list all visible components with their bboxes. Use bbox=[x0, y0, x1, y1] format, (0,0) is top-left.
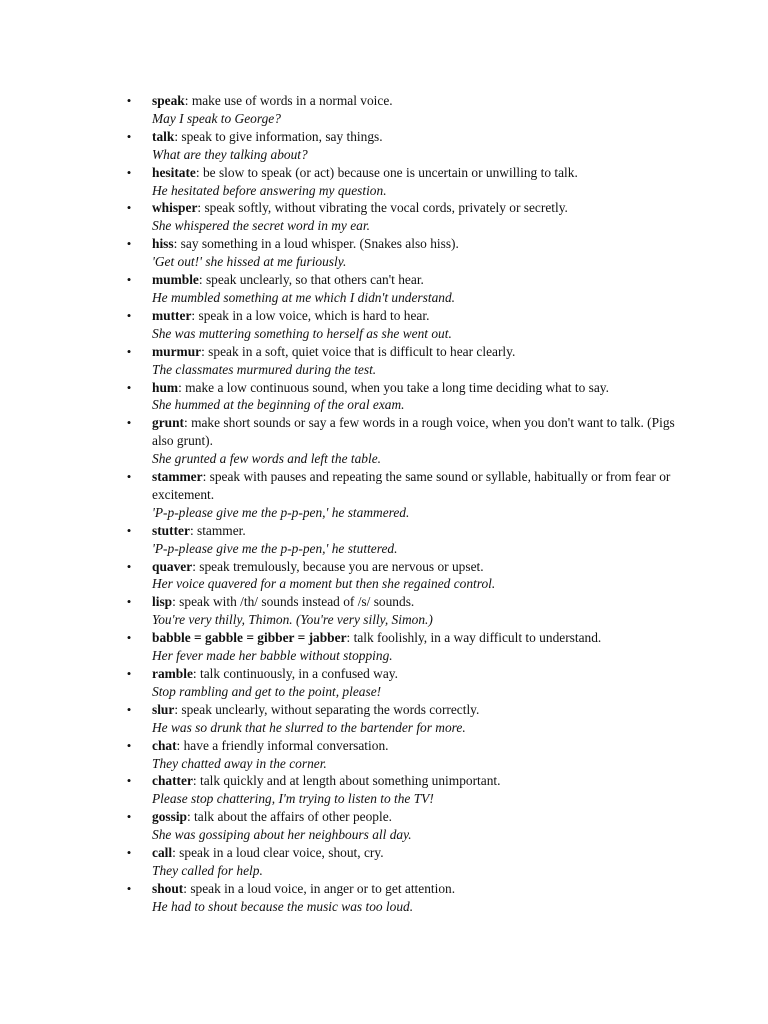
entry-definition: : speak with /th/ sounds instead of /s/ sounds. bbox=[172, 594, 415, 610]
entry-term: grunt bbox=[152, 415, 184, 431]
entry-definition: : make a low continuous sound, when you take a long time deciding what to say. bbox=[178, 379, 609, 395]
list-item bbox=[0, 164, 768, 200]
entry-definition: : speak unclearly, without separating the words correctly. bbox=[174, 701, 480, 717]
bullet-icon: • bbox=[126, 415, 132, 431]
entry-definition: : speak tremulously, because you are nervous or upset. bbox=[192, 558, 484, 574]
entry-example: She grunted a few words and left the table. bbox=[152, 451, 381, 467]
entry-definition: : speak in a loud clear voice, shout, cry. bbox=[172, 845, 384, 861]
list-item bbox=[0, 235, 768, 271]
entry-term: speak bbox=[152, 93, 185, 108]
bullet-icon: • bbox=[126, 379, 132, 395]
vocabulary-list bbox=[0, 92, 768, 916]
list-item bbox=[0, 343, 768, 379]
entry-term: call bbox=[152, 845, 173, 861]
bullet-icon: • bbox=[126, 93, 132, 108]
bullet-icon: • bbox=[126, 666, 132, 681]
entry-definition: : talk quickly and at length about something unimportant. bbox=[192, 773, 501, 789]
entry-term: slur bbox=[152, 701, 175, 717]
entry-term: stammer bbox=[152, 469, 203, 485]
entry-term: hum bbox=[152, 379, 179, 395]
entry-definition: : speak to give information, say things. bbox=[174, 128, 383, 144]
bullet-icon: • bbox=[126, 630, 132, 646]
entry-example: She was muttering something to herself as she went out. bbox=[152, 325, 452, 341]
bullet-icon: • bbox=[126, 236, 132, 252]
entry-definition: : speak softly, without vibrating the vocal cords, privately or secretly. bbox=[197, 200, 568, 216]
entry-example: They chatted away in the corner. bbox=[152, 755, 327, 771]
entry-example: They called for help. bbox=[152, 862, 263, 878]
entry-example: The classmates murmured during the test. bbox=[152, 361, 377, 377]
entry-example: 'Get out!' she hissed at me furiously. bbox=[152, 254, 347, 270]
bullet-icon: • bbox=[126, 845, 132, 861]
list-item bbox=[0, 414, 768, 468]
list-item bbox=[0, 701, 768, 737]
entry-definition: : stammer. bbox=[189, 522, 246, 538]
list-item bbox=[0, 737, 768, 773]
entry-definition: : make use of words in a normal voice. bbox=[184, 93, 393, 108]
entry-example: You're very thilly, Thimon. (You're very silly, Simon.) bbox=[152, 612, 433, 628]
list-item bbox=[0, 307, 768, 343]
list-item bbox=[0, 665, 768, 701]
bullet-icon: • bbox=[126, 880, 132, 896]
bullet-icon: • bbox=[126, 701, 132, 717]
entry-term: mumble bbox=[152, 272, 199, 288]
entry-definition: : talk about the affairs of other people. bbox=[186, 809, 392, 825]
entry-example: She whispered the secret word in my ear. bbox=[152, 218, 370, 234]
list-item bbox=[0, 92, 768, 128]
bullet-icon: • bbox=[126, 737, 132, 753]
entry-term: whisper bbox=[152, 200, 198, 216]
entry-term: lisp bbox=[152, 594, 173, 610]
entry-definition: : have a friendly informal conversation. bbox=[176, 737, 389, 753]
bullet-icon: • bbox=[126, 773, 132, 789]
entry-term: hesitate bbox=[152, 164, 196, 180]
entry-term: stutter bbox=[152, 522, 190, 538]
entry-example: May I speak to George? bbox=[152, 110, 281, 126]
list-item bbox=[0, 468, 768, 522]
entry-example: Her voice quavered for a moment but then she regained control. bbox=[152, 576, 496, 592]
entry-example: Stop rambling and get to the point, please! bbox=[152, 683, 382, 699]
entry-term: gossip bbox=[152, 809, 187, 825]
list-item bbox=[0, 271, 768, 307]
list-item bbox=[0, 522, 768, 558]
entry-definition: : speak in a soft, quiet voice that is difficult to hear clearly. bbox=[201, 343, 516, 359]
bullet-icon: • bbox=[126, 272, 132, 288]
bullet-icon: • bbox=[126, 469, 132, 485]
entry-example: She was gossiping about her neighbours all day. bbox=[152, 827, 412, 843]
entry-term: mutter bbox=[152, 307, 192, 323]
bullet-icon: • bbox=[126, 200, 132, 216]
entry-term: murmur bbox=[152, 343, 202, 359]
list-item bbox=[0, 772, 768, 808]
bullet-icon: • bbox=[126, 307, 132, 323]
entry-term: talk bbox=[152, 128, 175, 144]
list-item bbox=[0, 558, 768, 594]
entry-example: Her fever made her babble without stopping. bbox=[152, 648, 393, 664]
document-page bbox=[0, 92, 768, 916]
entry-definition: : speak with pauses and repeating the same sound or syllable, habitually or from fear or excitement. bbox=[152, 469, 671, 502]
entry-definition: : speak unclearly, so that others can't hear. bbox=[198, 272, 424, 288]
bullet-icon: • bbox=[126, 128, 132, 144]
entry-term: shout bbox=[152, 880, 184, 896]
bullet-icon: • bbox=[126, 594, 132, 610]
entry-example: 'P-p-please give me the p-p-pen,' he stammered. bbox=[152, 504, 410, 520]
entry-example: 'P-p-please give me the p-p-pen,' he stuttered. bbox=[152, 540, 398, 556]
entry-example: Please stop chattering, I'm trying to listen to the TV! bbox=[152, 791, 434, 807]
list-item bbox=[0, 199, 768, 235]
entry-term: hiss bbox=[152, 236, 174, 252]
entry-term: chat bbox=[152, 737, 177, 753]
entry-definition: : talk continuously, in a confused way. bbox=[192, 666, 398, 681]
list-item bbox=[0, 629, 768, 665]
list-item bbox=[0, 844, 768, 880]
entry-definition: : speak in a loud voice, in anger or to get attention. bbox=[183, 880, 456, 896]
entry-example: What are they talking about? bbox=[152, 146, 308, 162]
entry-definition: : speak in a low voice, which is hard to hear. bbox=[191, 307, 430, 323]
list-item bbox=[0, 880, 768, 916]
bullet-icon: • bbox=[126, 558, 132, 574]
entry-term: ramble bbox=[152, 666, 193, 681]
entry-example: He hesitated before answering my question. bbox=[152, 182, 387, 198]
entry-example: She hummed at the beginning of the oral exam. bbox=[152, 397, 405, 413]
list-item bbox=[0, 379, 768, 415]
list-item bbox=[0, 808, 768, 844]
entry-term: babble = gabble = gibber = jabber bbox=[152, 630, 347, 646]
entry-example: He mumbled something at me which I didn't understand. bbox=[152, 289, 456, 305]
list-item bbox=[0, 593, 768, 629]
bullet-icon: • bbox=[126, 522, 132, 538]
entry-example: He was so drunk that he slurred to the bartender for more. bbox=[152, 719, 466, 735]
entry-definition: : be slow to speak (or act) because one is uncertain or unwilling to talk. bbox=[195, 164, 578, 180]
entry-definition: : say something in a loud whisper. (Snakes also hiss). bbox=[173, 236, 459, 252]
entry-term: quaver bbox=[152, 558, 193, 574]
entry-term: chatter bbox=[152, 773, 193, 789]
bullet-icon: • bbox=[126, 164, 132, 180]
bullet-icon: • bbox=[126, 343, 132, 359]
entry-example: He had to shout because the music was too loud. bbox=[152, 898, 414, 914]
entry-definition: : talk foolishly, in a way difficult to understand. bbox=[346, 630, 602, 646]
list-item bbox=[0, 128, 768, 164]
entry-definition: : make short sounds or say a few words in a rough voice, when you don't want to talk. (Pigs also grunt). bbox=[152, 415, 675, 449]
bullet-icon: • bbox=[126, 809, 132, 825]
